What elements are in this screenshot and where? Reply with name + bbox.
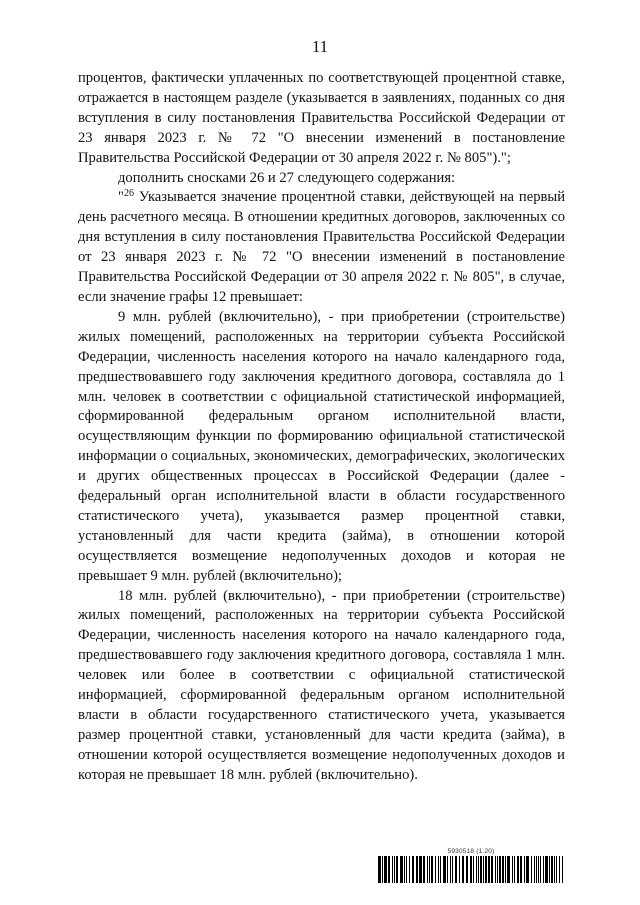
barcode-bar (450, 856, 451, 883)
footnote-26-text: Указывается значение процентной ставки, действующей на первый день расчетного месяца. В отношении кредитных договоров, заключенных со дня вступления в силу постановления Правительства Российской Федерации от 23 января 2023 г. № 72 "О внесении изменений в постановление Правительства Российской Федерации от 30 апреля 2022 г. № 805", в случае, если значение графы 12 превышает: (78, 189, 565, 305)
barcode-bar (554, 856, 555, 883)
barcode-bar (559, 856, 560, 883)
barcode-bar (427, 856, 428, 883)
barcode-bar (480, 856, 482, 883)
barcode-bar (545, 856, 548, 883)
barcode-bar (488, 856, 490, 883)
barcode-bar (384, 856, 387, 883)
barcode-bar (459, 856, 460, 883)
barcode-bar (491, 856, 493, 883)
barcode-bar (429, 856, 430, 883)
barcode-bar (470, 856, 472, 883)
barcode-bar (412, 856, 414, 883)
barcode-bar (388, 856, 390, 883)
barcode-bar (396, 856, 398, 883)
barcode-bar (549, 856, 550, 883)
barcode-block (378, 848, 564, 883)
barcode-bar (416, 856, 418, 883)
barcode-bar (534, 856, 535, 883)
barcode-bar (435, 856, 436, 883)
paragraph-1 (78, 69, 565, 169)
barcode-bar (483, 856, 484, 883)
barcode-bar (443, 856, 446, 883)
footnote-open-quote: " (118, 189, 124, 206)
barcode-bar (512, 856, 513, 883)
barcode-bar (514, 856, 515, 883)
barcode-bar (404, 856, 405, 883)
barcode-bar (419, 856, 422, 883)
barcode-bar (507, 856, 510, 883)
page-number: 11 (311, 37, 329, 56)
barcode-bar (409, 856, 410, 883)
barcode-bar (536, 856, 537, 883)
barcode-bar (540, 856, 541, 883)
barcode-bar (524, 856, 525, 883)
paragraph-2 (78, 169, 565, 189)
paragraph-9mln-text: 9 млн. рублей (включительно), - при приобретении (строительстве) жилых помещений, расположенных на территории субъекта Российской Федерации, численность населения которого на начало календарного года, предшествовавшего году заключения кредитного договора, составляла до 1 млн. человек в соответствии с официальной статистической информацией, сформированной федеральным органом исполнительной власти, осуществляющим функции по формированию официальной статистической информации о социальных, экономических, демографических, экологических и других общественных процессах в Российской Федерации (далее - федеральный орган исполнительной власти в области государственного статистического учета), указывается размер процентной ставки, установленный для части кредита (займа), в отношении которой осуществляется возмещение недополученных доходов и которая не превышает 9 млн. рублей (включительно); (78, 308, 565, 584)
barcode-bar (394, 856, 395, 883)
barcode-bar (392, 856, 393, 883)
barcode-bar (378, 856, 381, 883)
barcode-bar (466, 856, 468, 883)
barcode-bar (495, 856, 496, 883)
paragraph-2-text: дополнить сносками 26 и 27 следующего содержания: (118, 169, 456, 186)
barcode-bar (526, 856, 529, 883)
barcode-bar (400, 856, 403, 883)
barcode-bar (517, 856, 519, 883)
barcode-code: 5930518 (1.20) (447, 848, 495, 855)
barcode-bar (431, 856, 433, 883)
barcode-bar (406, 856, 407, 883)
barcode-bar (499, 856, 501, 883)
barcode-bar (478, 856, 479, 883)
paragraph-18mln-text: 18 млн. рублей (включительно), - при приобретении (строительстве) жилых помещений, расположенных на территории субъекта Российской Федерации, численность населения которого на начало календарного года, предшествовавшего году заключения кредитного договора, составляла 1 млн. человек или более в соответствии с официальной статистической информацией, сформированной федеральным органом исполнительной власти в области государственного статистического учета, указывается размер процентной ставки, установленный для части кредита (займа), в отношении которой осуществляется возмещение недополученных доходов и которая не превышает 18 млн. рублей (включительно). (78, 587, 565, 783)
barcode-bar (551, 856, 553, 883)
barcode-bar (531, 856, 532, 883)
barcode-bar (556, 856, 557, 883)
paragraph-9mln (78, 308, 565, 587)
barcode-bar (562, 856, 563, 883)
paragraph-18mln (78, 587, 565, 786)
barcode-bar (520, 856, 522, 883)
footnote-26-paragraph (78, 188, 565, 307)
barcode-bar (538, 856, 539, 883)
barcode-bar (485, 856, 487, 883)
barcode-bar (462, 856, 464, 883)
barcode-bar (382, 856, 383, 883)
barcode-bar (473, 856, 474, 883)
barcode-bar (440, 856, 441, 883)
barcode-bar (452, 856, 453, 883)
document-body (78, 69, 565, 786)
barcode-bar (423, 856, 425, 883)
footnote-26-marker: 26 (123, 188, 134, 200)
barcode-bar (447, 856, 448, 883)
paragraph-1-text: процентов, фактически уплаченных по соответствующей процентной ставке, отражается в настоящем разделе (указывается в заявлениях, поданных со дня вступления в силу постановления Правительства Российской Федерации от 23 января 2023 г. № 72 "О внесении изменений в постановление Правительства Российской Федерации от 30 апреля 2022 г. № 805")."; (78, 70, 565, 166)
barcode-image (378, 856, 564, 883)
barcode-bar (543, 856, 544, 883)
barcode-bar (505, 856, 506, 883)
barcode-bar (476, 856, 477, 883)
barcode-bar (497, 856, 498, 883)
barcode-bar (455, 856, 457, 883)
barcode-bar (502, 856, 504, 883)
barcode-bar (438, 856, 439, 883)
